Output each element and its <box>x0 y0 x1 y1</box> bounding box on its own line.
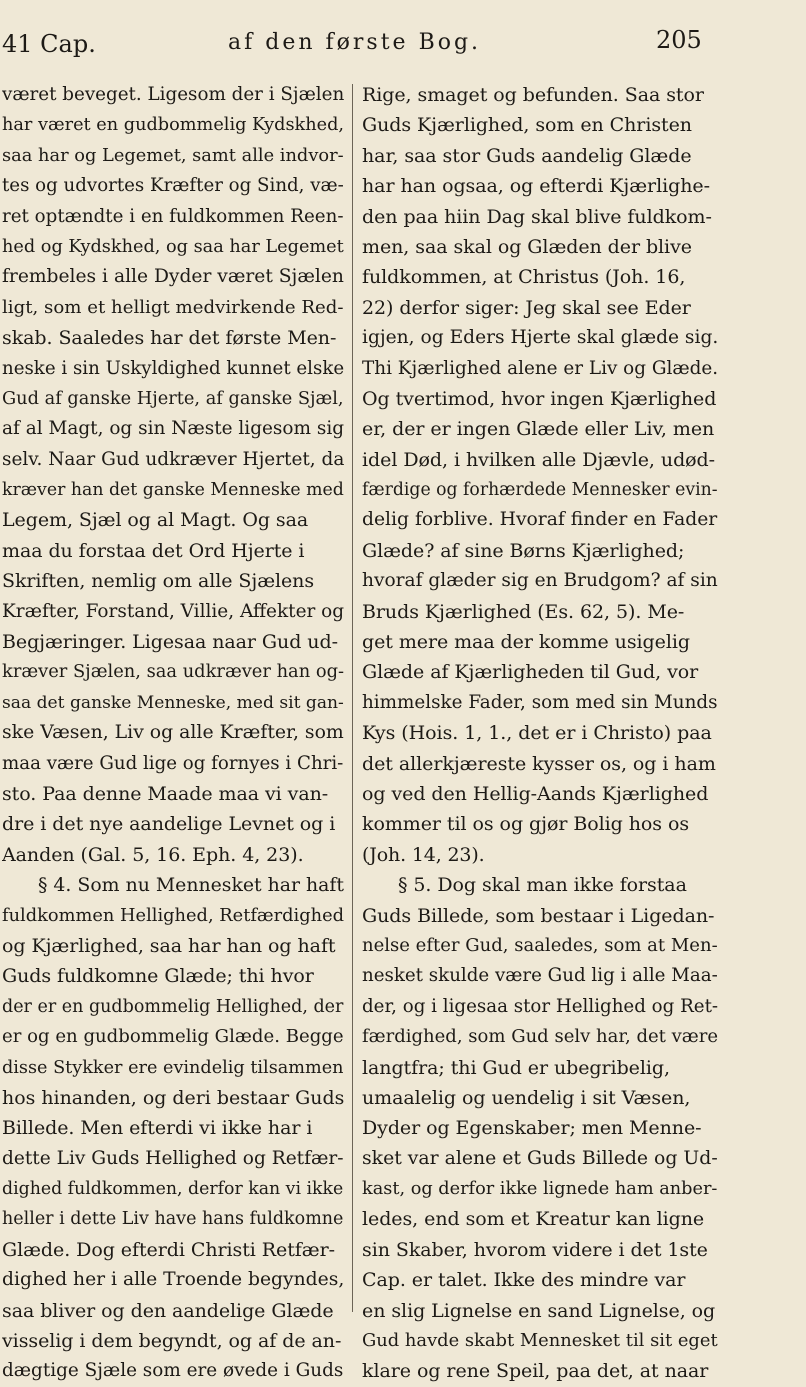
text-line: himmelske Fader, som med sin Munds <box>362 691 718 713</box>
text-line: hvoraf glæder sig en Brudgom? af sin <box>362 570 718 592</box>
text-line: nesket skulde være Gud lig i alle Maa- <box>362 965 718 987</box>
text-line: er, der er ingen Glæde eller Liv, men <box>362 418 715 441</box>
text-line: Bruds Kjærlighed (Es. 62, 5). Me- <box>362 600 685 623</box>
text-line: igjen, og Eders Hjerte skal glæde sig. <box>362 327 718 349</box>
text-line: saa har og Legemet, samt alle indvor- <box>2 144 344 166</box>
text-line: Glæde? af sine Børns Kjærlighed; <box>362 539 685 562</box>
text-line: Glæde af Kjærligheden til Gud, vor <box>362 661 699 684</box>
text-line: kræver han det ganske Menneske med <box>2 480 344 501</box>
text-line: selv. Naar Gud udkræver Hjertet, da <box>2 448 344 470</box>
text-line: der er en gudbommelig Hellighed, der <box>2 996 344 1017</box>
text-line: kast, og derfor ikke lignede ham anber- <box>362 1179 718 1200</box>
text-line: sto. Paa denne Maade maa vi van- <box>2 782 329 805</box>
text-line: Skriften, nemlig om alle Sjælens <box>2 570 315 593</box>
text-line: hos hinanden, og deri bestaar Guds <box>2 1086 344 1109</box>
text-line: af al Magt, og sin Næste ligesom sig <box>2 418 344 440</box>
text-line: Gud havde skabt Mennesket til sit eget <box>362 1330 718 1352</box>
text-line: en slig Lignelse en sand Lignelse, og <box>362 1299 716 1322</box>
text-line: er og en gudbommelig Glæde. Begge <box>2 1026 344 1048</box>
text-line: Legem, Sjæl og al Magt. Og saa <box>2 509 309 532</box>
text-line: skab. Saaledes har det første Men- <box>2 327 337 350</box>
text-line: dægtige Sjæle som ere øvede i Guds <box>2 1360 344 1382</box>
text-line: § 5. Dog skal man ikke forstaa <box>398 874 687 897</box>
text-line: Guds Billede, som bestaar i Ligedan- <box>362 904 715 927</box>
text-line: heller i dette Liv have hans fuldkomne <box>2 1209 344 1230</box>
text-line: Kys (Hois. 1, 1., det er i Christo) paa <box>362 722 712 745</box>
text-line: maa være Gud lige og fornyes i Chri- <box>2 752 344 774</box>
text-line: ligt, som et helligt medvirkende Red- <box>2 296 344 318</box>
text-line: dre i det nye aandelige Levnet og i <box>2 813 336 836</box>
text-line: har han ogsaa, og efterdi Kjærlighe- <box>362 175 710 198</box>
text-line: saa bliver og den aandelige Glæde <box>2 1299 334 1322</box>
text-line: nelse efter Gud, saaledes, som at Men- <box>362 934 718 956</box>
text-line: frembeles i alle Dyder været Sjælen <box>2 266 344 288</box>
text-line: visselig i dem begyndt, og af de an- <box>2 1330 342 1353</box>
text-line: Glæde. Dog efterdi Christi Retfær- <box>2 1238 335 1261</box>
text-line: Aanden (Gal. 5, 16. Eph. 4, 23). <box>2 843 304 866</box>
text-line: dighed fuldkommen, derfor kan vi ikke <box>2 1179 344 1200</box>
text-line: klare og rene Speil, paa det, at naar <box>362 1360 709 1383</box>
text-line: get mere maa der komme usigelig <box>362 631 690 654</box>
text-line: Guds fuldkomne Glæde; thi hvor <box>2 965 314 988</box>
text-line: sin Skaber, hvorom videre i det 1ste <box>362 1238 708 1261</box>
text-line: idel Død, i hvilken alle Djævle, udød- <box>362 448 716 471</box>
text-line: og Kjærlighed, saa har han og haft <box>2 934 336 957</box>
text-line: men, saa skal og Glæden der blive <box>362 235 692 258</box>
text-line: delig forblive. Hvoraf finder en Fader <box>362 509 718 531</box>
right-column <box>362 80 718 1387</box>
chapter-label: 41 Cap. <box>2 30 96 58</box>
text-line: Rige, smaget og befunden. Saa stor <box>362 84 704 106</box>
text-line: kommer til os og gjør Bolig hos os <box>362 813 690 836</box>
text-line: hed og Kydskhed, og saa har Legemet <box>2 236 344 257</box>
text-line: har været en gudbommelig Kydskhed, <box>2 115 344 136</box>
text-line: færdighed, som Gud selv har, det være <box>362 1026 718 1048</box>
text-line: ret optændte i en fuldkommen Reen- <box>2 205 344 227</box>
text-line: har, saa stor Guds aandelig Glæde <box>362 144 692 167</box>
column-divider <box>352 84 353 1312</box>
text-line: og ved den Hellig-Aands Kjærlighed <box>362 782 709 805</box>
text-line: Gud af ganske Hjerte, af ganske Sjæl, <box>2 388 344 409</box>
running-title: af den første Bog. <box>228 30 482 55</box>
text-line: været beveget. Ligesom der i Sjælen <box>2 84 344 105</box>
text-line: tes og udvortes Kræfter og Sind, væ- <box>2 175 344 197</box>
text-line: færdige og forhærdede Mennesker evin- <box>362 480 718 501</box>
running-header <box>0 26 806 66</box>
text-line: fuldkommen, at Christus (Joh. 16, <box>362 266 686 289</box>
text-line: fuldkommen Hellighed, Retfærdighed <box>2 904 344 926</box>
text-line: saa det ganske Menneske, med sit gan- <box>2 692 344 713</box>
text-line: dette Liv Guds Hellighed og Retfær- <box>2 1147 344 1169</box>
text-line: Dyder og Egenskaber; men Menne- <box>362 1117 702 1140</box>
text-line: (Joh. 14, 23). <box>362 843 485 866</box>
text-line: disse Stykker ere evindelig tilsammen <box>2 1057 344 1078</box>
text-line: ledes, end som et Kreatur kan ligne <box>362 1208 705 1231</box>
text-line: Kræfter, Forstand, Villie, Affekter og <box>2 600 344 622</box>
text-line: ske Væsen, Liv og alle Kræfter, som <box>2 722 344 744</box>
text-line: der, og i ligesaa stor Hellighed og Ret- <box>362 995 718 1017</box>
text-line: maa du forstaa det Ord Hjerte i <box>2 539 305 562</box>
text-line: umaalelig og uendelig i sit Væsen, <box>362 1086 691 1109</box>
text-line: Cap. er talet. Ikke des mindre var <box>362 1269 686 1292</box>
text-line: det allerkjæreste kysser os, og i ham <box>362 752 716 775</box>
text-line: neske i sin Uskyldighed kunnet elske <box>2 357 344 379</box>
text-line: Billede. Men efterdi vi ikke har i <box>2 1117 313 1140</box>
text-line: den paa hiin Dag skal blive fuldkom- <box>362 205 712 228</box>
text-line: Thi Kjærlighed alene er Liv og Glæde. <box>362 357 718 379</box>
text-line: Begjæringer. Ligesaa naar Gud ud- <box>2 631 338 654</box>
text-line: langtfra; thi Gud er ubegribelig, <box>362 1056 670 1079</box>
text-line: § 4. Som nu Mennesket har haft <box>38 874 344 897</box>
text-line: 22) derfor siger: Jeg skal see Eder <box>362 296 691 319</box>
text-line: kræver Sjælen, saa udkræver han og- <box>2 661 344 683</box>
page-number: 205 <box>656 26 702 54</box>
text-line: Og tvertimod, hvor ingen Kjærlighed <box>362 387 717 410</box>
text-line: dighed her i alle Troende begyndes, <box>2 1269 344 1291</box>
text-line: Guds Kjærlighed, som en Christen <box>362 114 692 137</box>
text-line: sket var alene et Guds Billede og Ud- <box>362 1147 718 1169</box>
left-column <box>2 80 344 1387</box>
